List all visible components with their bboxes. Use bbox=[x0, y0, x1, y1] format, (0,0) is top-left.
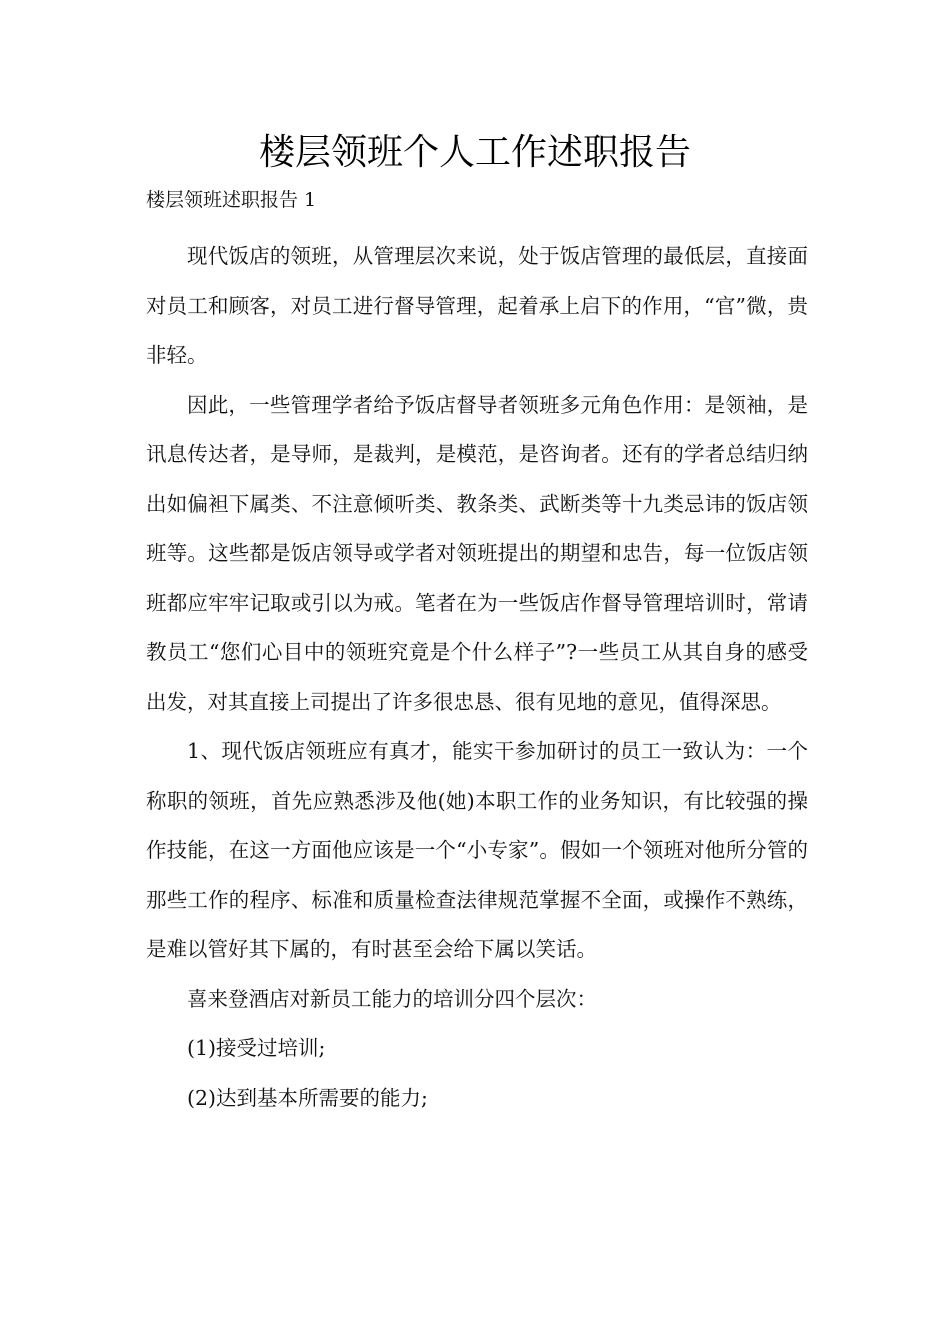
paragraph-skill: 1、现代饭店领班应有真才，能实干参加研讨的员工一致认为：一个称职的领班，首先应熟悉涉及他(她)本职工作的业务知识，有比较强的操作技能，在这一方面他应该是一个“小专家”。假如一个领班对他所分管的那些工作的程序、标准和质量检查法律规范掌握不全面，或操作不熟练，是难以管好其下属的，有时甚至会给下属以笑话。 bbox=[146, 739, 808, 961]
document-subtitle: 楼层领班述职报告 1 bbox=[146, 189, 317, 211]
document-body bbox=[146, 232, 808, 1123]
list-item: (2)达到基本所需要的能力; bbox=[187, 1085, 428, 1110]
list-item: (1)接受过培训; bbox=[187, 1036, 326, 1060]
paragraph-intro: 现代饭店的领班，从管理层次来说，处于饭店管理的最低层，直接面对员工和顾客，对员工进行督导管理，起着承上启下的作用，“官”微，贵非轻。 bbox=[146, 244, 808, 367]
paragraph-roles: 因此，一些管理学者给予饭店督导者领班多元角色作用：是领袖，是讯息传达者，是导师，是裁判，是模范，是咨询者。还有的学者总结归纳出如偏袒下属类、不注意倾听类、教条类、武断类等十九类忌讳的饭店领班等。这些都是饭店领导或学者对领班提出的期望和忠告，每一位饭店领班都应牢牢记取或引以为戒。笔者在为一些饭店作督导管理培训时，常请教员工“您们心目中的领班究竟是个什么样子”?一些员工从其自身的感受出发，对其直接上司提出了许多很忠恳、很有见地的意见，值得深思。 bbox=[146, 392, 808, 714]
document-title: 楼层领班个人工作述职报告 bbox=[258, 132, 691, 173]
paragraph-training-levels: 喜来登酒店对新员工能力的培训分四个层次： bbox=[187, 986, 597, 1011]
